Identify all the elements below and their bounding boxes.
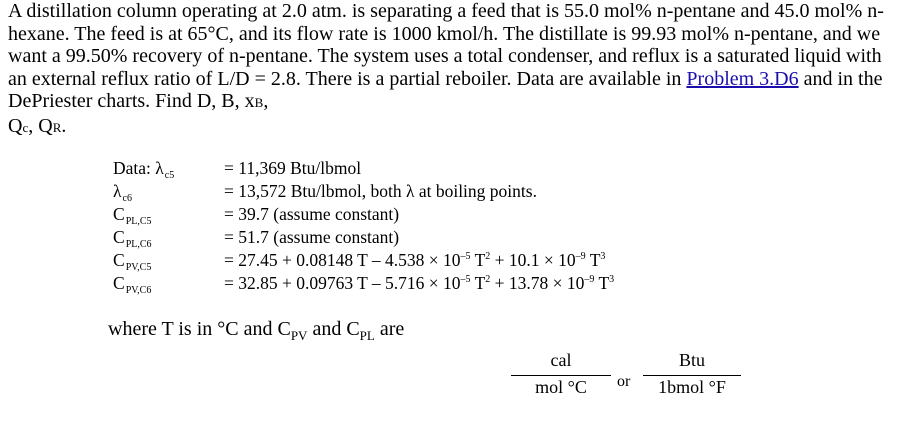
units-note-part: and C	[307, 318, 360, 340]
cpv-c5-subscript: PV,C5	[125, 262, 152, 273]
cpv-c6-label	[113, 273, 151, 294]
lambda-c5-value: = 11,369 Btu/lbmol	[224, 158, 362, 178]
pv-subscript: PV	[290, 328, 308, 343]
exponent: –5	[460, 251, 471, 262]
exponent: 3	[609, 274, 615, 285]
cpv-c6-subscript: PV,C6	[125, 285, 152, 296]
qc-subscript: c	[22, 119, 29, 135]
problem-text-1: A distillation column operating at 2.0 atm. is separating a feed that is 55.0 mol% n-pentane and 45.0 mol% n-hexane. The feed is at 65°C, and its flow rate is 1000 kmol/h. The distillate is 99.93 mol% n-pentane, and we want a 99.50% recovery of n-pentane. The system uses a total condenser, and reflux is a saturated liquid with an external reflux ratio of L/D = 2.8. There is a partial reboiler. Data are available in	[8, 0, 884, 90]
qr-subscript: R	[52, 119, 62, 135]
cpv-c5-part: + 10.1 × 10	[490, 250, 576, 270]
exponent: –9	[575, 251, 586, 262]
cpl-c5-subscript: PL,C5	[125, 216, 152, 227]
qr-symbol: Q	[38, 114, 53, 137]
cpv-c5-part: = 27.45 + 0.08148 T – 4.538 × 10	[224, 250, 461, 270]
lambda-c6-value: = 13,572 Btu/lbmol, both λ at boiling points.	[224, 181, 537, 201]
units-note-part: where T is in °C and C	[108, 318, 291, 340]
cpl-c5-value: = 39.7 (assume constant)	[224, 204, 400, 224]
cpl-c6-label	[113, 227, 152, 248]
exponent: –9	[584, 274, 595, 285]
or-text: or	[617, 373, 631, 390]
cpl-c6-subscript: PL,C6	[125, 239, 152, 250]
fraction-denominator: 1bmol °F	[658, 377, 726, 397]
cpv-c6-value	[224, 273, 614, 294]
units-note	[108, 318, 404, 341]
exponent: 3	[600, 251, 606, 262]
exponent: 2	[485, 251, 491, 262]
cpv-c5-value	[224, 250, 605, 271]
cpv-c5-symbol: C	[113, 250, 125, 270]
separator: ,	[28, 114, 39, 137]
exponent: –5	[460, 274, 471, 285]
cpv-c6-part: + 13.78 × 10	[490, 273, 585, 293]
lambda-c5-subscript: c5	[164, 170, 175, 181]
data-label: Data:	[113, 158, 156, 178]
cpv-c5-label	[113, 250, 151, 271]
exponent: 2	[485, 274, 491, 285]
cpv-c6-symbol: C	[113, 273, 125, 293]
fraction-numerator: cal	[550, 350, 572, 370]
lambda-c6-symbol: λ	[113, 181, 122, 201]
lambda-c5-symbol: λ	[155, 158, 164, 178]
pl-subscript: PL	[359, 328, 375, 343]
problem-text-2: and in the DePriester charts. Find D, B, x	[8, 67, 883, 113]
problem-3d6-link[interactable]: Problem 3.D6	[686, 67, 799, 90]
cpv-c6-part: T	[470, 273, 486, 293]
lambda-c6-subscript: c6	[122, 193, 132, 204]
unit-fraction-btu	[643, 350, 741, 398]
problem-statement	[8, 0, 892, 140]
cpl-c5-label	[113, 204, 152, 225]
separator: ,	[263, 90, 269, 113]
cpv-c5-part: T	[585, 250, 601, 270]
cpv-c5-part: T	[470, 250, 486, 270]
fraction-numerator: Btu	[678, 350, 705, 370]
xb-subscript: B	[254, 95, 264, 111]
units-note-part: are	[374, 318, 405, 340]
unit-fraction-cal	[511, 350, 611, 398]
cpl-c6-value: = 51.7 (assume constant)	[224, 227, 400, 247]
lambda-c6-label	[113, 181, 132, 202]
fraction-denominator: mol °C	[535, 377, 587, 397]
period: .	[61, 114, 67, 137]
data-heading	[113, 158, 174, 179]
qc-symbol: Q	[8, 114, 23, 137]
cpl-c5-symbol: C	[113, 204, 125, 224]
cpv-c6-part: = 32.85 + 0.09763 T – 5.716 × 10	[224, 273, 461, 293]
cpv-c6-part: T	[594, 273, 610, 293]
cpl-c6-symbol: C	[113, 227, 125, 247]
